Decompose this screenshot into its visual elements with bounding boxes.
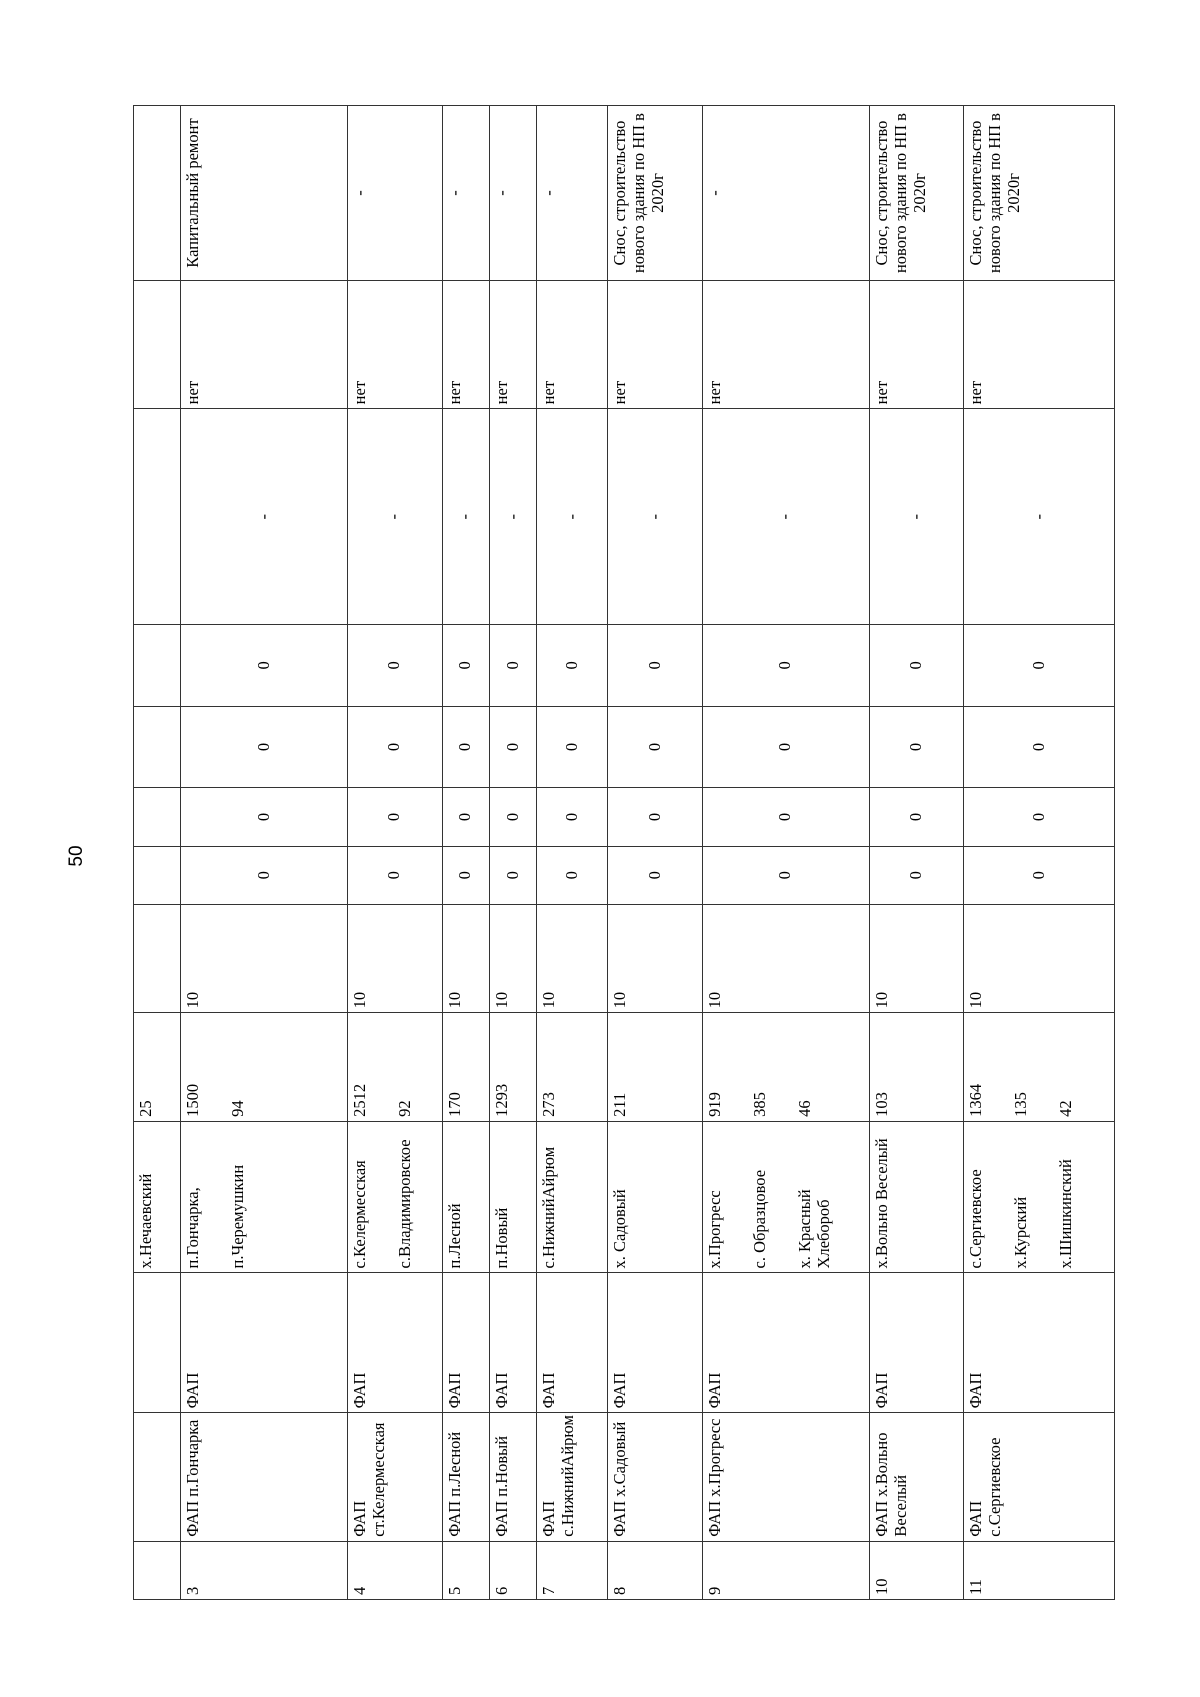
cell-name: ФАП п.Гончарка xyxy=(181,1413,348,1541)
cell-population xyxy=(703,1013,870,1121)
cell-population xyxy=(869,1013,964,1121)
cell-settlement-item: п.Гончарка, xyxy=(183,1187,203,1269)
cell-dash: - xyxy=(703,409,870,625)
cell-population-item: 211 xyxy=(610,1092,630,1117)
cell-radius: 10 xyxy=(442,904,489,1012)
cell-v4: 0 xyxy=(442,625,489,707)
cell-v4: 0 xyxy=(964,625,1115,707)
cell-population-item: 1293 xyxy=(492,1083,512,1117)
cell-type xyxy=(134,1273,181,1413)
cell-num: 8 xyxy=(608,1541,703,1599)
cell-availability xyxy=(134,281,181,409)
cell-settlement-item: х.Вольно Веселый xyxy=(871,1138,891,1269)
cell-type: ФАП xyxy=(442,1273,489,1413)
cell-settlement-item: х. Красный Хлебороб xyxy=(794,1189,833,1269)
cell-name: ФАП ст.Келермесская xyxy=(348,1413,443,1541)
cell-action: Капитальный ремонт xyxy=(181,106,348,281)
cell-type: ФАП xyxy=(869,1273,964,1413)
cell-action: - xyxy=(703,106,870,281)
cell-dash: - xyxy=(442,409,489,625)
cell-num: 5 xyxy=(442,1541,489,1599)
page-number: 50 xyxy=(66,845,87,867)
cell-v2 xyxy=(134,788,181,846)
cell-type: ФАП xyxy=(537,1273,608,1413)
cell-v4: 0 xyxy=(490,625,537,707)
cell-v2: 0 xyxy=(442,788,489,846)
cell-population xyxy=(181,1013,348,1121)
cell-settlement-item: с. Образцовое xyxy=(749,1169,769,1269)
cell-settlement: х.Нечаевский xyxy=(134,1121,181,1273)
cell-radius: 10 xyxy=(608,904,703,1012)
cell-availability: нет xyxy=(964,281,1115,409)
cell-dash xyxy=(134,409,181,625)
cell-v3: 0 xyxy=(537,706,608,788)
cell-settlement-item: с.Владимировское xyxy=(395,1139,415,1269)
cell-settlement-item: с.Сергиевское xyxy=(966,1169,986,1269)
cell-action: - xyxy=(537,106,608,281)
cell-dash: - xyxy=(964,409,1115,625)
cell-v2: 0 xyxy=(181,788,348,846)
cell-v2: 0 xyxy=(490,788,537,846)
cell-type: ФАП xyxy=(181,1273,348,1413)
cell-type: ФАП xyxy=(608,1273,703,1413)
cell-type: ФАП xyxy=(703,1273,870,1413)
cell-radius: 10 xyxy=(869,904,964,1012)
cell-v3: 0 xyxy=(703,706,870,788)
cell-name: ФАП п.Новый xyxy=(490,1413,537,1541)
cell-v2: 0 xyxy=(348,788,443,846)
cell-action: - xyxy=(490,106,537,281)
table-row xyxy=(442,106,489,1600)
cell-population-item: 170 xyxy=(444,1092,464,1117)
cell-settlement-item: п.Лесной xyxy=(444,1203,464,1269)
table-row xyxy=(703,106,870,1600)
cell-dash: - xyxy=(348,409,443,625)
cell-action: - xyxy=(348,106,443,281)
cell-v1 xyxy=(134,846,181,904)
cell-dash: - xyxy=(537,409,608,625)
cell-settlement-item: п.Черемушкин xyxy=(228,1164,248,1269)
table-row-continuation xyxy=(134,106,181,1600)
table-row xyxy=(348,106,443,1600)
cell-settlement xyxy=(181,1121,348,1273)
cell-action: - xyxy=(442,106,489,281)
cell-dash: - xyxy=(181,409,348,625)
cell-population xyxy=(608,1013,703,1121)
cell-v2: 0 xyxy=(869,788,964,846)
cell-v1: 0 xyxy=(348,846,443,904)
cell-v3 xyxy=(134,706,181,788)
cell-action: Снос, строительство нового здания по НП в 2020г xyxy=(608,106,703,281)
cell-v2: 0 xyxy=(537,788,608,846)
cell-settlement xyxy=(869,1121,964,1273)
cell-population-item: 46 xyxy=(794,1100,814,1117)
cell-settlement-item: х. Садовый xyxy=(610,1189,630,1269)
cell-availability: нет xyxy=(490,281,537,409)
cell-population-item: 103 xyxy=(871,1092,891,1117)
cell-settlement-item: п.Новый xyxy=(492,1207,512,1269)
cell-v1: 0 xyxy=(490,846,537,904)
cell-v3: 0 xyxy=(964,706,1115,788)
cell-v4 xyxy=(134,625,181,707)
cell-population-item: 94 xyxy=(228,1100,248,1117)
cell-settlement xyxy=(490,1121,537,1273)
cell-v4: 0 xyxy=(348,625,443,707)
cell-v1: 0 xyxy=(442,846,489,904)
cell-name: ФАП х.Прогресс xyxy=(703,1413,870,1541)
cell-v2: 0 xyxy=(608,788,703,846)
cell-num: 10 xyxy=(869,1541,964,1599)
cell-availability: нет xyxy=(869,281,964,409)
cell-num xyxy=(134,1541,181,1599)
cell-settlement-item: х.Курский xyxy=(1011,1196,1031,1269)
cell-availability: нет xyxy=(181,281,348,409)
cell-radius: 10 xyxy=(490,904,537,1012)
cell-population: 25 xyxy=(134,1013,181,1121)
cell-name xyxy=(134,1413,181,1541)
cell-v2: 0 xyxy=(703,788,870,846)
cell-v1: 0 xyxy=(608,846,703,904)
table-row xyxy=(537,106,608,1600)
cell-action: Снос, строительство нового здания по НП в 2020г xyxy=(869,106,964,281)
cell-population-item: 1500 xyxy=(183,1083,203,1117)
cell-availability: нет xyxy=(348,281,443,409)
cell-settlement xyxy=(608,1121,703,1273)
cell-v1: 0 xyxy=(964,846,1115,904)
facilities-table xyxy=(133,105,1115,1600)
cell-population-item: 2512 xyxy=(350,1083,370,1117)
cell-v4: 0 xyxy=(869,625,964,707)
cell-dash: - xyxy=(490,409,537,625)
cell-population-item: 135 xyxy=(1011,1092,1031,1117)
cell-settlement-item: х.Прогресс xyxy=(705,1190,724,1269)
cell-v1: 0 xyxy=(869,846,964,904)
cell-dash: - xyxy=(869,409,964,625)
cell-population-item: 1364 xyxy=(966,1083,986,1117)
cell-v1: 0 xyxy=(703,846,870,904)
cell-population-item: 919 xyxy=(705,1092,724,1117)
cell-v4: 0 xyxy=(181,625,348,707)
cell-name: ФАП х.Садовый xyxy=(608,1413,703,1541)
cell-num: 3 xyxy=(181,1541,348,1599)
cell-num: 7 xyxy=(537,1541,608,1599)
cell-settlement xyxy=(537,1121,608,1273)
cell-num: 6 xyxy=(490,1541,537,1599)
cell-type: ФАП xyxy=(964,1273,1115,1413)
cell-dash: - xyxy=(608,409,703,625)
cell-availability: нет xyxy=(537,281,608,409)
cell-settlement xyxy=(964,1121,1115,1273)
cell-radius: 10 xyxy=(703,904,870,1012)
cell-name: ФАП п.Лесной xyxy=(442,1413,489,1541)
cell-num: 11 xyxy=(964,1541,1115,1599)
cell-v1: 0 xyxy=(181,846,348,904)
cell-radius: 10 xyxy=(964,904,1115,1012)
cell-v3: 0 xyxy=(442,706,489,788)
cell-v3: 0 xyxy=(490,706,537,788)
cell-v3: 0 xyxy=(608,706,703,788)
cell-name: ФАП с.НижнийАйрюм xyxy=(537,1413,608,1541)
cell-settlement-item: с.Келермесская xyxy=(350,1160,370,1269)
cell-v2: 0 xyxy=(964,788,1115,846)
cell-availability: нет xyxy=(608,281,703,409)
cell-population xyxy=(964,1013,1115,1121)
table-row xyxy=(964,106,1115,1600)
cell-population-item: 385 xyxy=(749,1092,769,1117)
cell-v3: 0 xyxy=(348,706,443,788)
cell-type: ФАП xyxy=(348,1273,443,1413)
cell-population-item: 42 xyxy=(1056,1100,1076,1117)
cell-settlement-item: х.Шишкинский xyxy=(1056,1159,1076,1269)
cell-settlement xyxy=(442,1121,489,1273)
table-row xyxy=(181,106,348,1600)
cell-type: ФАП xyxy=(490,1273,537,1413)
cell-radius xyxy=(134,904,181,1012)
cell-v4: 0 xyxy=(608,625,703,707)
cell-v3: 0 xyxy=(869,706,964,788)
cell-name: ФАП х.Вольно Веселый xyxy=(869,1413,964,1541)
cell-availability: нет xyxy=(703,281,870,409)
cell-action: Снос, строительство нового здания по НП в 2020г xyxy=(964,106,1115,281)
cell-availability: нет xyxy=(442,281,489,409)
cell-population-item: 92 xyxy=(395,1100,415,1117)
cell-name: ФАП с.Сергиевское xyxy=(964,1413,1115,1541)
cell-settlement xyxy=(703,1121,870,1273)
cell-radius: 10 xyxy=(348,904,443,1012)
cell-v4: 0 xyxy=(703,625,870,707)
cell-population xyxy=(490,1013,537,1121)
cell-v1: 0 xyxy=(537,846,608,904)
cell-num: 4 xyxy=(348,1541,443,1599)
cell-population xyxy=(442,1013,489,1121)
cell-settlement-item: с.НижнийАйрюм xyxy=(539,1146,559,1269)
table-row xyxy=(869,106,964,1600)
cell-settlement xyxy=(348,1121,443,1273)
cell-v3: 0 xyxy=(181,706,348,788)
cell-population-item: 273 xyxy=(539,1092,559,1117)
cell-radius: 10 xyxy=(537,904,608,1012)
cell-population xyxy=(348,1013,443,1121)
cell-v4: 0 xyxy=(537,625,608,707)
cell-num: 9 xyxy=(703,1541,870,1599)
table-row xyxy=(490,106,537,1600)
cell-population xyxy=(537,1013,608,1121)
cell-action xyxy=(134,106,181,281)
rotated-table-container xyxy=(133,105,1115,1600)
cell-radius: 10 xyxy=(181,904,348,1012)
table-row xyxy=(608,106,703,1600)
